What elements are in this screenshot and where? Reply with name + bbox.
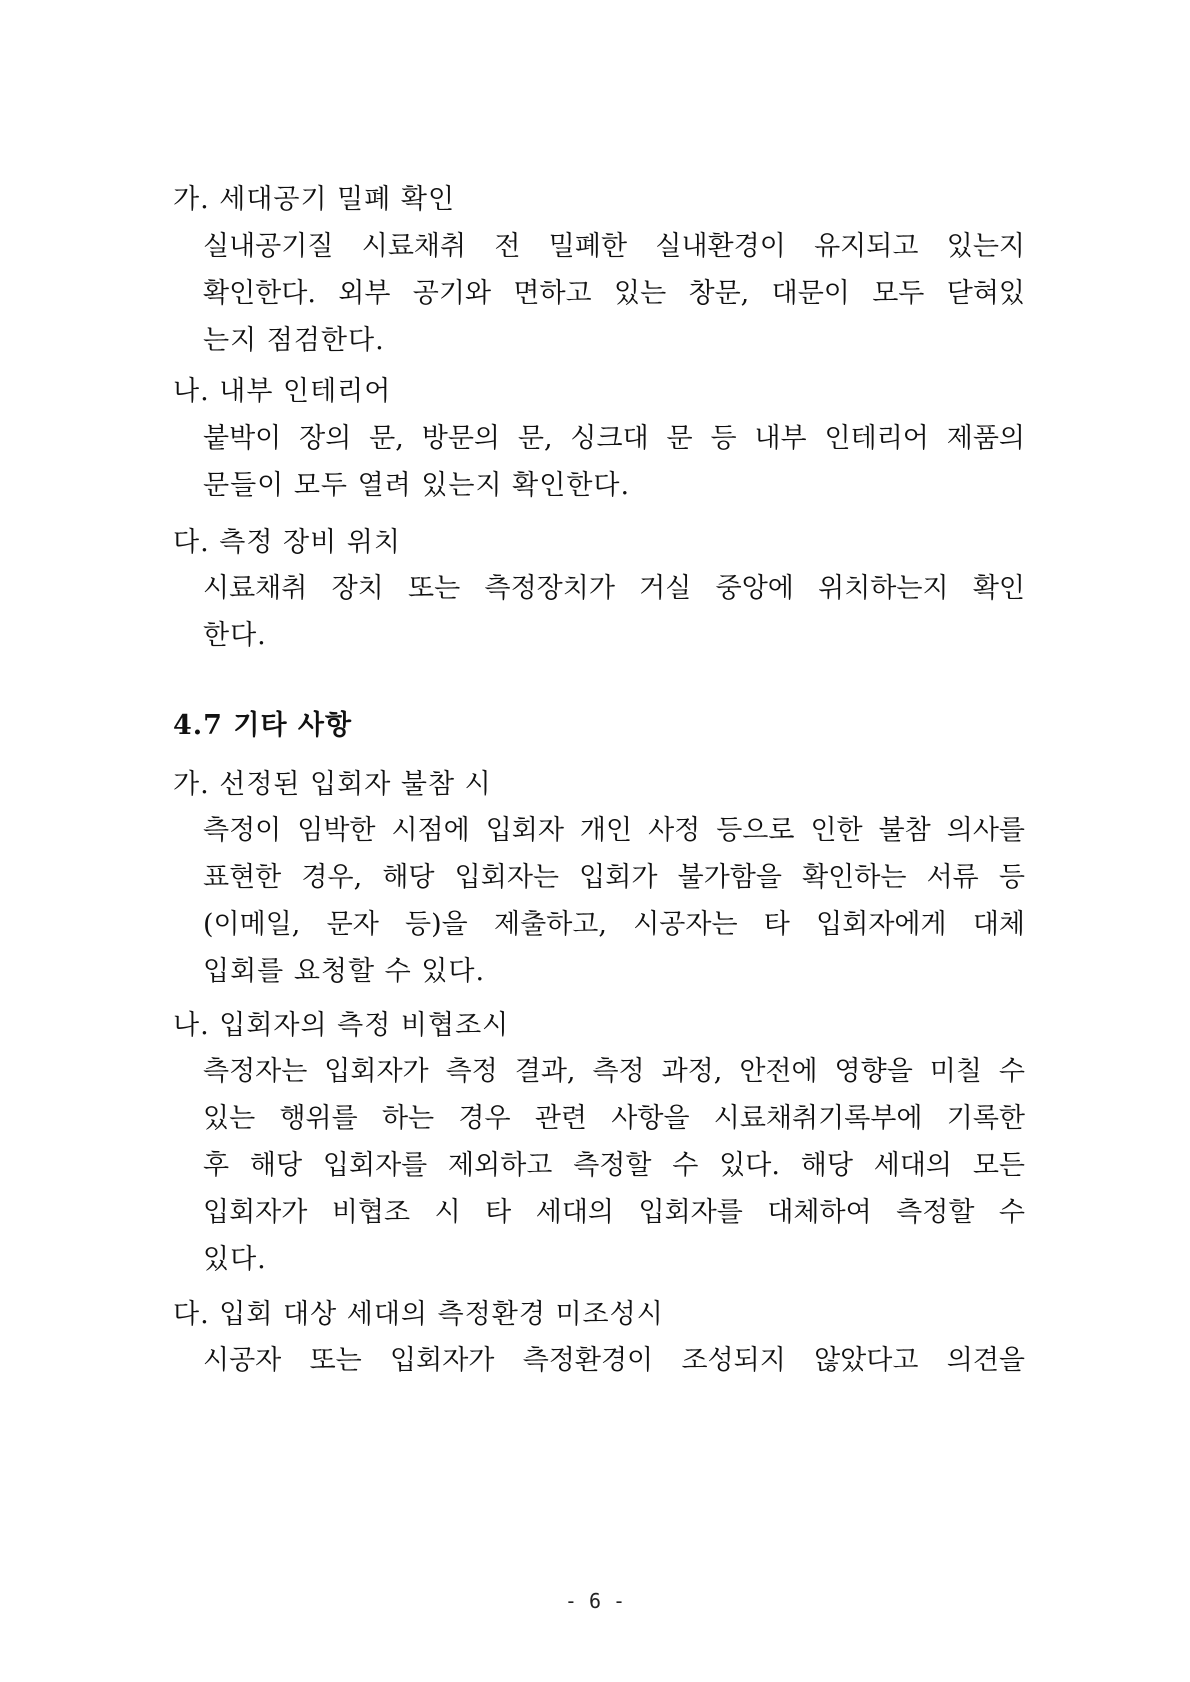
item-body-line: (이메일, 문자 등)을 제출하고, 시공자는 타 입회자에게 대체 [203, 909, 1025, 940]
item-heading-absence: 가. 선정된 입회자 불참 시 [173, 769, 492, 800]
item-body-line: 입회자가 비협조 시 타 세대의 입회자를 대체하여 측정할 수 [203, 1197, 1025, 1228]
item-body-line: 실내공기질 시료채취 전 밀폐한 실내환경이 유지되고 있는지 [203, 231, 1025, 262]
item-body-line: 표현한 경우, 해당 입회자는 입회가 불가함을 확인하는 서류 등 [203, 862, 1025, 893]
item-heading-air-sealing: 가. 세대공기 밀폐 확인 [173, 184, 456, 215]
section-title: 4.7 기타 사항 [173, 710, 353, 741]
item-heading-environment-not-ready: 다. 입회 대상 세대의 측정환경 미조성시 [173, 1299, 664, 1330]
item-body-line: 있는 행위를 하는 경우 관련 사항을 시료채취기록부에 기록한 [203, 1103, 1025, 1134]
item-body-line: 후 해당 입회자를 제외하고 측정할 수 있다. 해당 세대의 모든 [203, 1150, 1025, 1181]
item-body-line: 붙박이 장의 문, 방문의 문, 싱크대 문 등 내부 인테리어 제품의 [203, 423, 1025, 454]
item-heading-equipment-location: 다. 측정 장비 위치 [173, 527, 401, 558]
item-body-line: 측정이 임박한 시점에 입회자 개인 사정 등으로 인한 불참 의사를 [203, 815, 1025, 846]
item-body-line: 확인한다. 외부 공기와 면하고 있는 창문, 대문이 모두 닫혀있 [203, 278, 1025, 309]
item-body-line: 입회를 요청할 수 있다. [203, 956, 486, 987]
item-body-line: 문들이 모두 열려 있는지 확인한다. [203, 470, 631, 501]
item-body-line: 시료채취 장치 또는 측정장치가 거실 중앙에 위치하는지 확인 [203, 573, 1025, 604]
item-heading-interior: 나. 내부 인테리어 [173, 376, 392, 407]
item-body-line: 있다. [203, 1244, 267, 1275]
item-body-line: 는지 점검한다. [203, 325, 385, 356]
item-heading-noncooperation: 나. 입회자의 측정 비협조시 [173, 1010, 510, 1041]
item-body-line: 시공자 또는 입회자가 측정환경이 조성되지 않았다고 의견을 [203, 1345, 1025, 1376]
item-body-line: 한다. [203, 620, 267, 651]
page-number: - 6 - [564, 1589, 626, 1613]
item-body-line: 측정자는 입회자가 측정 결과, 측정 과정, 안전에 영향을 미칠 수 [203, 1056, 1025, 1087]
